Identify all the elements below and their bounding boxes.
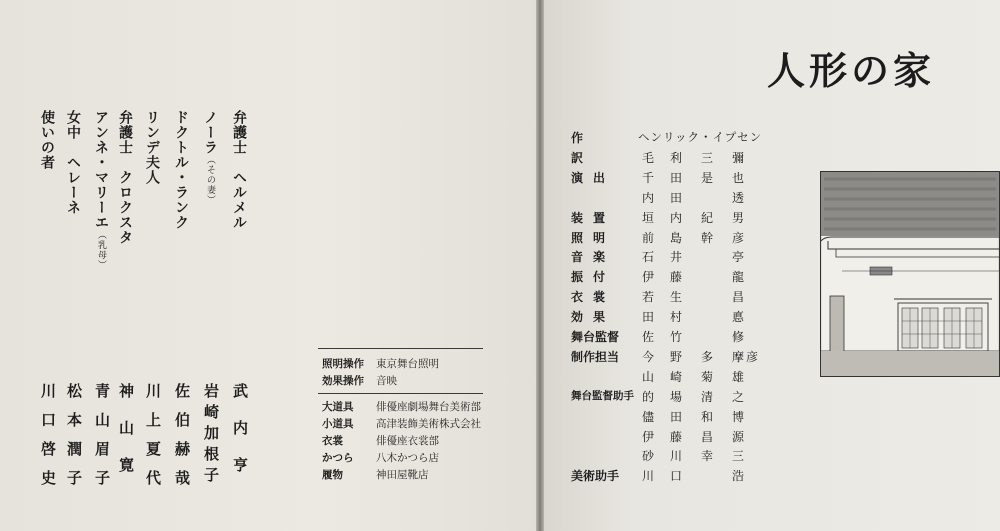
- credit-name: ヘンリック・イプセン: [638, 130, 763, 144]
- credit-row: [571, 149, 751, 165]
- role-name: 弁護士 ヘルメル: [231, 110, 247, 230]
- role-col: [40, 110, 54, 170]
- credit-row: [571, 129, 763, 145]
- play-title: 人形の家: [767, 48, 936, 93]
- role-col: [66, 110, 80, 215]
- credit-name-char: 伊: [641, 270, 654, 285]
- credit-name-char: 田: [669, 170, 682, 185]
- role-col: [203, 110, 217, 205]
- credit-name-char: 幸: [700, 449, 713, 464]
- role-col: [174, 110, 188, 230]
- credit-name-char: 修: [731, 330, 744, 344]
- credit-name-char: 彦: [745, 349, 758, 364]
- credit-name-char: 雄: [731, 369, 744, 384]
- role-col: [145, 110, 159, 185]
- credit-role: 作: [571, 131, 584, 145]
- credit-name-char: 浩: [731, 469, 744, 484]
- credit-role: 衣裳: [571, 290, 616, 305]
- credit-name-char: 三: [700, 150, 713, 165]
- staff-name: 高津装飾美術株式会社: [376, 418, 481, 430]
- role-name: ドクトル・ランク: [173, 110, 189, 230]
- staff-role: 効果操作: [322, 375, 364, 387]
- role-name: 弁護士 クロクスタ: [117, 110, 133, 245]
- credit-name-char: 源: [731, 429, 744, 444]
- credit-row: [571, 368, 751, 384]
- credit-role: 制作担当: [571, 349, 620, 364]
- credit-role: 演出: [571, 170, 616, 185]
- credit-name-char: 石: [641, 250, 654, 265]
- credit-name-char: 菊: [700, 369, 713, 384]
- credit-name-char: 山: [641, 369, 654, 384]
- staff-name: 俳優座衣裳部: [376, 435, 439, 447]
- credit-name-char: 田: [669, 190, 682, 205]
- credit-name-char: 清: [700, 389, 713, 404]
- credit-name-char: 生: [669, 290, 682, 305]
- credit-name-char: 場: [669, 389, 682, 404]
- staff-role: 照明操作: [322, 358, 364, 370]
- credit-name-char: 悳: [731, 310, 744, 325]
- role-name: リンデ夫人: [144, 110, 160, 185]
- credit-name-char: 今: [641, 349, 654, 364]
- credit-row: [571, 169, 751, 185]
- credit-name-char: 多: [700, 349, 713, 364]
- credit-row: [571, 467, 751, 483]
- credit-role: 効果: [571, 310, 616, 325]
- credit-name-char: 川: [641, 469, 654, 484]
- staff-role: 小道具: [322, 418, 354, 430]
- credit-row: [571, 308, 751, 324]
- staff-row: [322, 373, 397, 388]
- credit-name-char: 之: [731, 389, 744, 404]
- credit-name-char: 是: [700, 170, 713, 185]
- staff-divider: [318, 393, 483, 394]
- credit-name-char: 亭: [731, 250, 744, 265]
- credit-row: [571, 288, 751, 304]
- credit-row: [571, 447, 751, 463]
- credit-role: 訳: [571, 150, 584, 165]
- credit-name-char: 千: [641, 170, 654, 185]
- credit-row: [571, 388, 751, 404]
- credit-name-char: 毛: [641, 150, 654, 165]
- staff-row: [322, 450, 439, 465]
- credit-name-char: 三: [731, 449, 744, 464]
- actor-name: 川口啓史: [39, 383, 57, 499]
- credit-role: 音楽: [571, 250, 616, 265]
- actor-name: 岩崎加根子: [202, 383, 220, 488]
- role-name: 女中 ヘレーネ: [65, 110, 81, 215]
- credit-name-char: 田: [669, 409, 682, 424]
- credit-name-char: 男: [731, 210, 744, 225]
- sketch-ceiling-shading: [821, 172, 999, 236]
- credit-name-char: 昌: [700, 429, 713, 444]
- staff-row: [322, 356, 439, 371]
- staff-role: 履物: [322, 469, 343, 481]
- credit-name-char: 博: [731, 409, 744, 424]
- credit-row: [571, 408, 751, 424]
- sketch-floor: [821, 351, 999, 376]
- actor-name: 川上夏代: [144, 383, 162, 499]
- credit-row: [571, 268, 751, 284]
- credit-name-char: 藤: [669, 429, 682, 444]
- actor-name: 神山寛: [117, 383, 135, 494]
- sketch-left-door: [830, 296, 844, 352]
- role-col: [94, 110, 108, 270]
- staff-row: [322, 433, 439, 448]
- credit-name-char: 佐: [641, 330, 654, 344]
- credit-name-char: 藤: [669, 270, 682, 285]
- credit-name-char: 彌: [731, 150, 744, 165]
- credit-name-char: 島: [669, 230, 682, 245]
- credit-name-char: 透: [731, 190, 744, 205]
- staff-row: [322, 467, 429, 482]
- credit-name-char: 川: [669, 449, 682, 464]
- role-name: ノーラ: [202, 110, 218, 155]
- staff-name: 俳優座劇場舞台美術部: [376, 401, 481, 413]
- credit-row: [571, 428, 751, 444]
- credit-name-char: 崎: [669, 369, 682, 384]
- credit-name-char: 竹: [669, 330, 682, 344]
- credit-row: [571, 229, 751, 245]
- stage-set-sketch: [820, 171, 1000, 377]
- role-col: [118, 110, 132, 245]
- staff-name: 八木かつら店: [376, 452, 439, 464]
- credit-name-char: 摩: [731, 349, 744, 364]
- staff-row: [322, 399, 481, 414]
- actor-name: 武内亨: [231, 383, 249, 494]
- credit-name-char: 昌: [731, 290, 744, 305]
- role-col: [232, 110, 246, 230]
- book-gutter: [536, 0, 544, 531]
- credit-name-char: 口: [669, 469, 682, 484]
- credit-name-char: 利: [669, 150, 682, 165]
- credit-role: 振付: [571, 270, 616, 285]
- actor-name: 佐伯赫哉: [173, 383, 191, 499]
- staff-name: 東京舞台照明: [376, 358, 439, 370]
- role-note: （乳母）: [96, 230, 106, 270]
- staff-name: 神田屋靴店: [376, 469, 429, 481]
- credit-name-char: 儘: [641, 409, 654, 424]
- credit-name-char: 也: [731, 170, 744, 185]
- credit-name-char: 内: [641, 190, 654, 205]
- credit-name-char: 野: [669, 349, 682, 364]
- credit-role: 照明: [571, 230, 616, 245]
- credit-name-char: 彦: [731, 230, 744, 245]
- staff-row: [322, 416, 481, 431]
- credit-name-char: 井: [669, 250, 682, 265]
- credit-row: [571, 348, 758, 364]
- credit-row: [571, 209, 751, 225]
- role-name: 使いの者: [39, 110, 55, 170]
- credit-role: 舞台監督助手: [571, 389, 634, 402]
- staff-top-rule: [318, 348, 483, 349]
- credit-name-char: 村: [669, 310, 682, 325]
- credit-name-char: 的: [641, 389, 654, 404]
- credit-name-char: 垣: [641, 210, 654, 225]
- credit-name-char: 砂: [641, 449, 654, 464]
- actor-name: 青山眉子: [93, 383, 111, 499]
- actor-name: 松本潤子: [65, 383, 83, 499]
- credit-name-char: 龍: [731, 270, 744, 285]
- credit-role: 装置: [571, 210, 616, 225]
- staff-name: 音映: [376, 375, 397, 387]
- credit-name-char: 若: [641, 290, 654, 305]
- credit-row: [571, 189, 751, 205]
- credit-row: [571, 248, 751, 264]
- credit-name-char: 和: [700, 409, 713, 424]
- credit-role: 美術助手: [571, 469, 620, 484]
- credit-name-char: 内: [669, 210, 682, 225]
- credit-name-char: 伊: [641, 429, 654, 444]
- credit-name-char: 幹: [700, 230, 713, 245]
- staff-role: かつら: [322, 452, 354, 464]
- role-note: （その妻）: [205, 155, 215, 205]
- credit-name-char: 田: [641, 310, 654, 325]
- credit-row: [571, 328, 751, 344]
- role-name: アンネ・マリーエ: [93, 110, 109, 230]
- credit-role: 舞台監督: [571, 330, 620, 344]
- staff-role: 衣裳: [322, 435, 343, 447]
- credit-name-char: 前: [641, 230, 654, 245]
- credit-name-char: 紀: [700, 210, 713, 225]
- staff-role: 大道具: [322, 401, 354, 413]
